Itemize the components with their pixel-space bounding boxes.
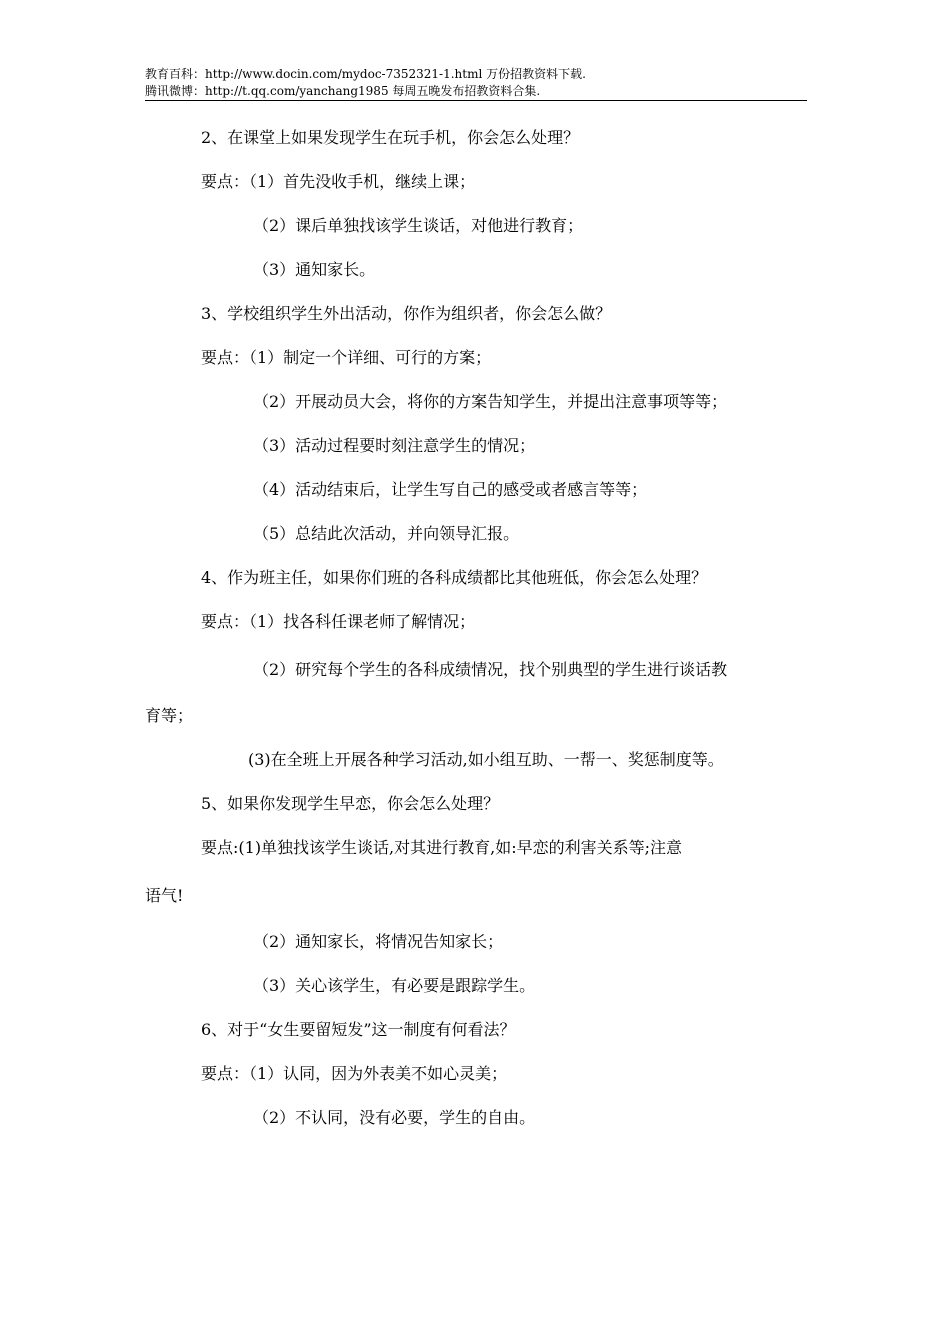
q3-answer-5: （5）总结此次活动，并向领导汇报。 xyxy=(253,524,520,543)
q2-answer-2: （2）课后单独找该学生谈话，对他进行教育； xyxy=(253,216,584,235)
q3-answer-1: 要点：（1）制定一个详细、可行的方案； xyxy=(201,348,492,367)
q4-answer-1: 要点：（1）找各科任课老师了解情况； xyxy=(201,612,476,631)
q5-answer-1-line-2: 语气! xyxy=(145,886,184,905)
page-header xyxy=(145,66,807,100)
q5-answer-3: （3）关心该学生，有必要是跟踪学生。 xyxy=(253,976,536,995)
question-5: 5、如果你发现学生早恋，你会怎么处理？ xyxy=(201,794,500,813)
q3-answer-2: （2）开展动员大会，将你的方案告知学生，并提出注意事项等等； xyxy=(253,392,728,411)
header-line-2: 腾讯微博：http://t.qq.com/yanchang1985 每周五晚发布招教资料合集. xyxy=(145,84,541,98)
q5-answer-2: （2）通知家长，将情况告知家长； xyxy=(253,932,504,951)
header-line-1: 教育百科：http://www.docin.com/mydoc-7352321-1.html 万份招教资料下载. xyxy=(145,67,586,81)
q4-answer-2-line-1: （2）研究每个学生的各科成绩情况，找个别典型的学生进行谈话教 xyxy=(253,660,728,679)
q3-answer-3: （3）活动过程要时刻注意学生的情况； xyxy=(253,436,536,455)
q2-answer-1: 要点：（1）首先没收手机，继续上课； xyxy=(201,172,476,191)
question-4: 4、作为班主任，如果你们班的各科成绩都比其他班低，你会怎么处理？ xyxy=(201,568,708,587)
q4-answer-3: (3)在全班上开展各种学习活动,如小组互助、一帮一、奖惩制度等。 xyxy=(248,750,724,769)
q6-answer-1: 要点：（1）认同，因为外表美不如心灵美； xyxy=(201,1064,508,1083)
q4-answer-2-line-2: 育等； xyxy=(145,706,194,725)
q3-answer-4: （4）活动结束后，让学生写自己的感受或者感言等等； xyxy=(253,480,648,499)
question-6: 6、对于“女生要留短发”这一制度有何看法？ xyxy=(201,1020,516,1039)
q5-answer-1-line-1: 要点:(1)单独找该学生谈话,对其进行教育,如:早恋的利害关系等;注意 xyxy=(201,838,683,857)
question-3: 3、学校组织学生外出活动，你作为组织者，你会怎么做？ xyxy=(201,304,612,323)
q6-answer-2: （2）不认同，没有必要，学生的自由。 xyxy=(253,1108,536,1127)
question-2: 2、在课堂上如果发现学生在玩手机，你会怎么处理？ xyxy=(201,128,580,147)
header-divider xyxy=(145,100,807,101)
q2-answer-3: （3）通知家长。 xyxy=(253,260,376,279)
